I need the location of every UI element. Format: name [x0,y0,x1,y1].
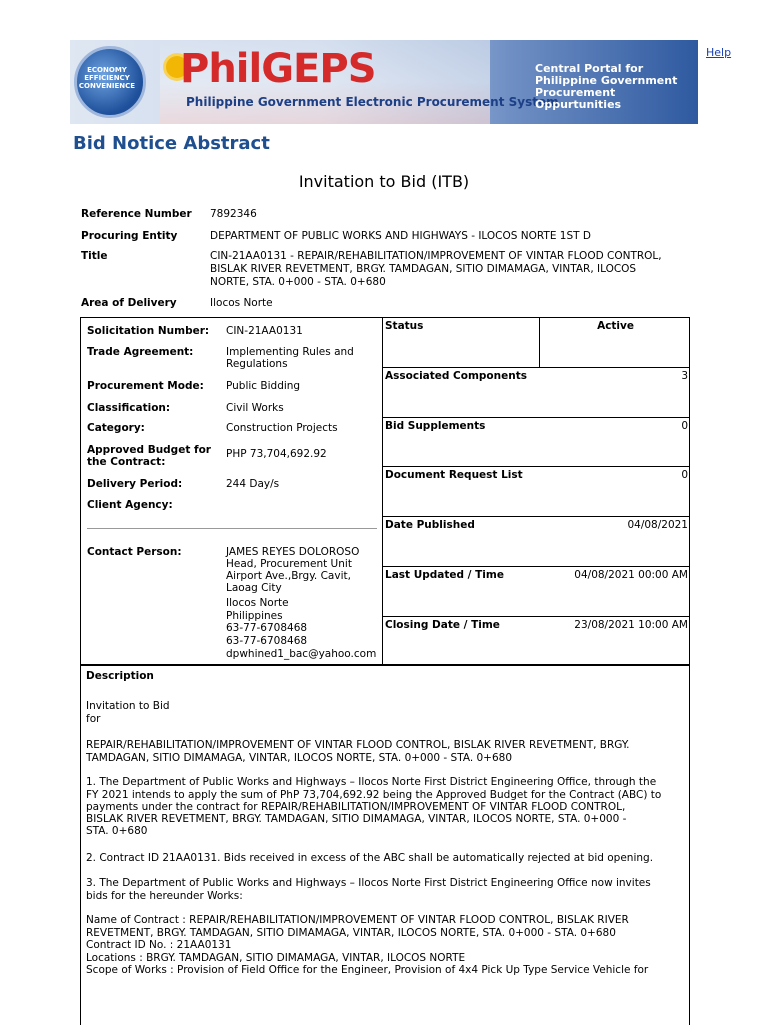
updated-value: 04/08/2021 00:00 AM [574,569,688,581]
closing-value: 23/08/2021 10:00 AM [574,619,688,631]
desc-line: REPAIR/REHABILITATION/IMPROVEMENT OF VINTAR FLOOD CONTROL, BISLAK RIVER REVETMENT, BRGY. [86,739,630,751]
help-link[interactable]: Help [706,46,732,59]
desc-line: FY 2021 intends to apply the sum of PhP 73,704,692.92 being the Approved Budget for the Contract (ABC) to [86,789,662,801]
published-value: 04/08/2021 [627,519,688,531]
class-value: Civil Works [226,402,284,414]
header-banner [70,40,698,124]
desc-line: STA. 0+680 [86,825,148,837]
mode-label: Procurement Mode: [87,380,204,392]
contact-line: 63-77-6708468 [226,635,308,647]
client-label: Client Agency: [87,499,173,511]
details-box [80,317,690,666]
title-line-2: BISLAK RIVER REVETMENT, BRGY. TAMDAGAN, SITIO DIMAMAGA, VINTAR, ILOCOS [210,263,637,275]
portal-tagline: Central Portal for Philippine Government Procurement Oppurtunities [535,62,678,111]
supplements-label: Bid Supplements [385,420,486,432]
title-line-1: CIN-21AA0131 - REPAIR/REHABILITATION/IMPROVEMENT OF VINTAR FLOOD CONTROL, [210,250,662,262]
title-label: Title [81,250,108,262]
description-section [80,664,690,1025]
reference-label: Reference Number [81,208,192,220]
docreq-value: 0 [681,469,688,481]
logo-subtitle: Philippine Government Electronic Procurement System [186,95,559,109]
status-panel [382,318,690,665]
desc-line: 2. Contract ID 21AA0131. Bids received in excess of the ABC shall be automatically rejected at bid opening. [86,852,654,864]
delivery-label: Delivery Period: [87,478,183,490]
supplements-row[interactable] [383,418,690,467]
desc-line: bids for the hereunder Works: [86,890,243,902]
abc-label-2: the Contract: [87,456,166,468]
trade-label: Trade Agreement: [87,346,194,358]
contact-line: Airport Ave.,Brgy. Cavit, [226,570,351,582]
abc-value: PHP 73,704,692.92 [226,448,327,460]
status-value: Active [597,320,634,332]
abc-label-1: Approved Budget for [87,444,211,456]
status-row [383,318,690,368]
components-value: 3 [681,370,688,382]
desc-line: Scope of Works : Provision of Field Office for the Engineer, Provision of 4x4 Pick Up Type Service Vehicle for [86,964,649,976]
desc-line: payments under the contract for REPAIR/REHABILITATION/IMPROVEMENT OF VINTAR FLOOD CONTROL, [86,801,626,813]
area-label: Area of Delivery [81,297,177,309]
trade-value-1: Implementing Rules and [226,346,354,358]
reference-value: 7892346 [210,208,257,220]
contact-label: Contact Person: [87,546,182,558]
desc-line: TAMDAGAN, SITIO DIMAMAGA, VINTAR, ILOCOS NORTE, STA. 0+000 - STA. 0+680 [86,752,513,764]
divider [87,528,377,529]
entity-label: Procuring Entity [81,230,178,242]
supplements-value: 0 [681,420,688,432]
solicitation-label: Solicitation Number: [87,325,210,337]
details-left-panel [81,318,381,665]
contact-line: Laoag City [226,582,282,594]
desc-line: 3. The Department of Public Works and Highways – Ilocos Norte First District Engineering Office now invites [86,877,651,889]
contact-line: Head, Procurement Unit [226,558,352,570]
mode-value: Public Bidding [226,380,301,392]
philgeps-logo: PhilGEPS [180,46,376,92]
desc-line: Name of Contract : REPAIR/REHABILITATION/IMPROVEMENT OF VINTAR FLOOD CONTROL, BISLAK RIVER [86,914,629,926]
updated-row [383,567,690,617]
description-heading: Description [86,670,154,682]
delivery-value: 244 Day/s [226,478,280,490]
desc-line: Locations : BRGY. TAMDAGAN, SITIO DIMAMAGA, VINTAR, ILOCOS NORTE [86,952,466,964]
category-value: Construction Projects [226,422,338,434]
desc-line: for [86,713,101,725]
desc-line: Contract ID No. : 21AA0131 [86,939,232,951]
docreq-label: Document Request List [385,469,523,481]
status-label: Status [385,320,424,332]
desc-line: REVETMENT, BRGY. TAMDAGAN, SITIO DIMAMAGA, VINTAR, ILOCOS NORTE, STA. 0+000 - STA. 0+680 [86,927,616,939]
area-value: Ilocos Norte [210,297,273,309]
contact-line: 63-77-6708468 [226,622,308,634]
contact-email[interactable]: dpwhined1_bac@yahoo.com [226,648,377,660]
desc-line: BISLAK RIVER REVETMENT, BRGY. TAMDAGAN, SITIO DIMAMAGA, VINTAR, ILOCOS NORTE, STA. 0+000 - [86,813,627,825]
contact-line: JAMES REYES DOLOROSO [226,546,360,558]
components-label: Associated Components [385,370,527,382]
closing-row [383,617,690,665]
published-label: Date Published [385,519,475,531]
closing-label: Closing Date / Time [385,619,500,631]
globe-text: ECONOMY EFFICIENCY CONVENIENCE [78,66,136,90]
contact-line: Ilocos Norte [226,597,289,609]
published-row [383,517,690,567]
desc-line: Invitation to Bid [86,700,170,712]
notice-type: Invitation to Bid (ITB) [298,172,470,191]
solicitation-value: CIN-21AA0131 [226,325,303,337]
trade-value-2: Regulations [226,358,288,370]
title-line-3: NORTE, STA. 0+000 - STA. 0+680 [210,276,386,288]
contact-line: Philippines [226,610,283,622]
category-label: Category: [87,422,145,434]
updated-label: Last Updated / Time [385,569,504,581]
page-title: Bid Notice Abstract [73,133,270,154]
docreq-row[interactable] [383,467,690,517]
entity-value: DEPARTMENT OF PUBLIC WORKS AND HIGHWAYS - ILOCOS NORTE 1ST D [210,230,591,242]
desc-line: 1. The Department of Public Works and Highways – Ilocos Norte First District Engineering Office, through the [86,776,657,788]
class-label: Classification: [87,402,171,414]
components-row[interactable] [383,368,690,418]
